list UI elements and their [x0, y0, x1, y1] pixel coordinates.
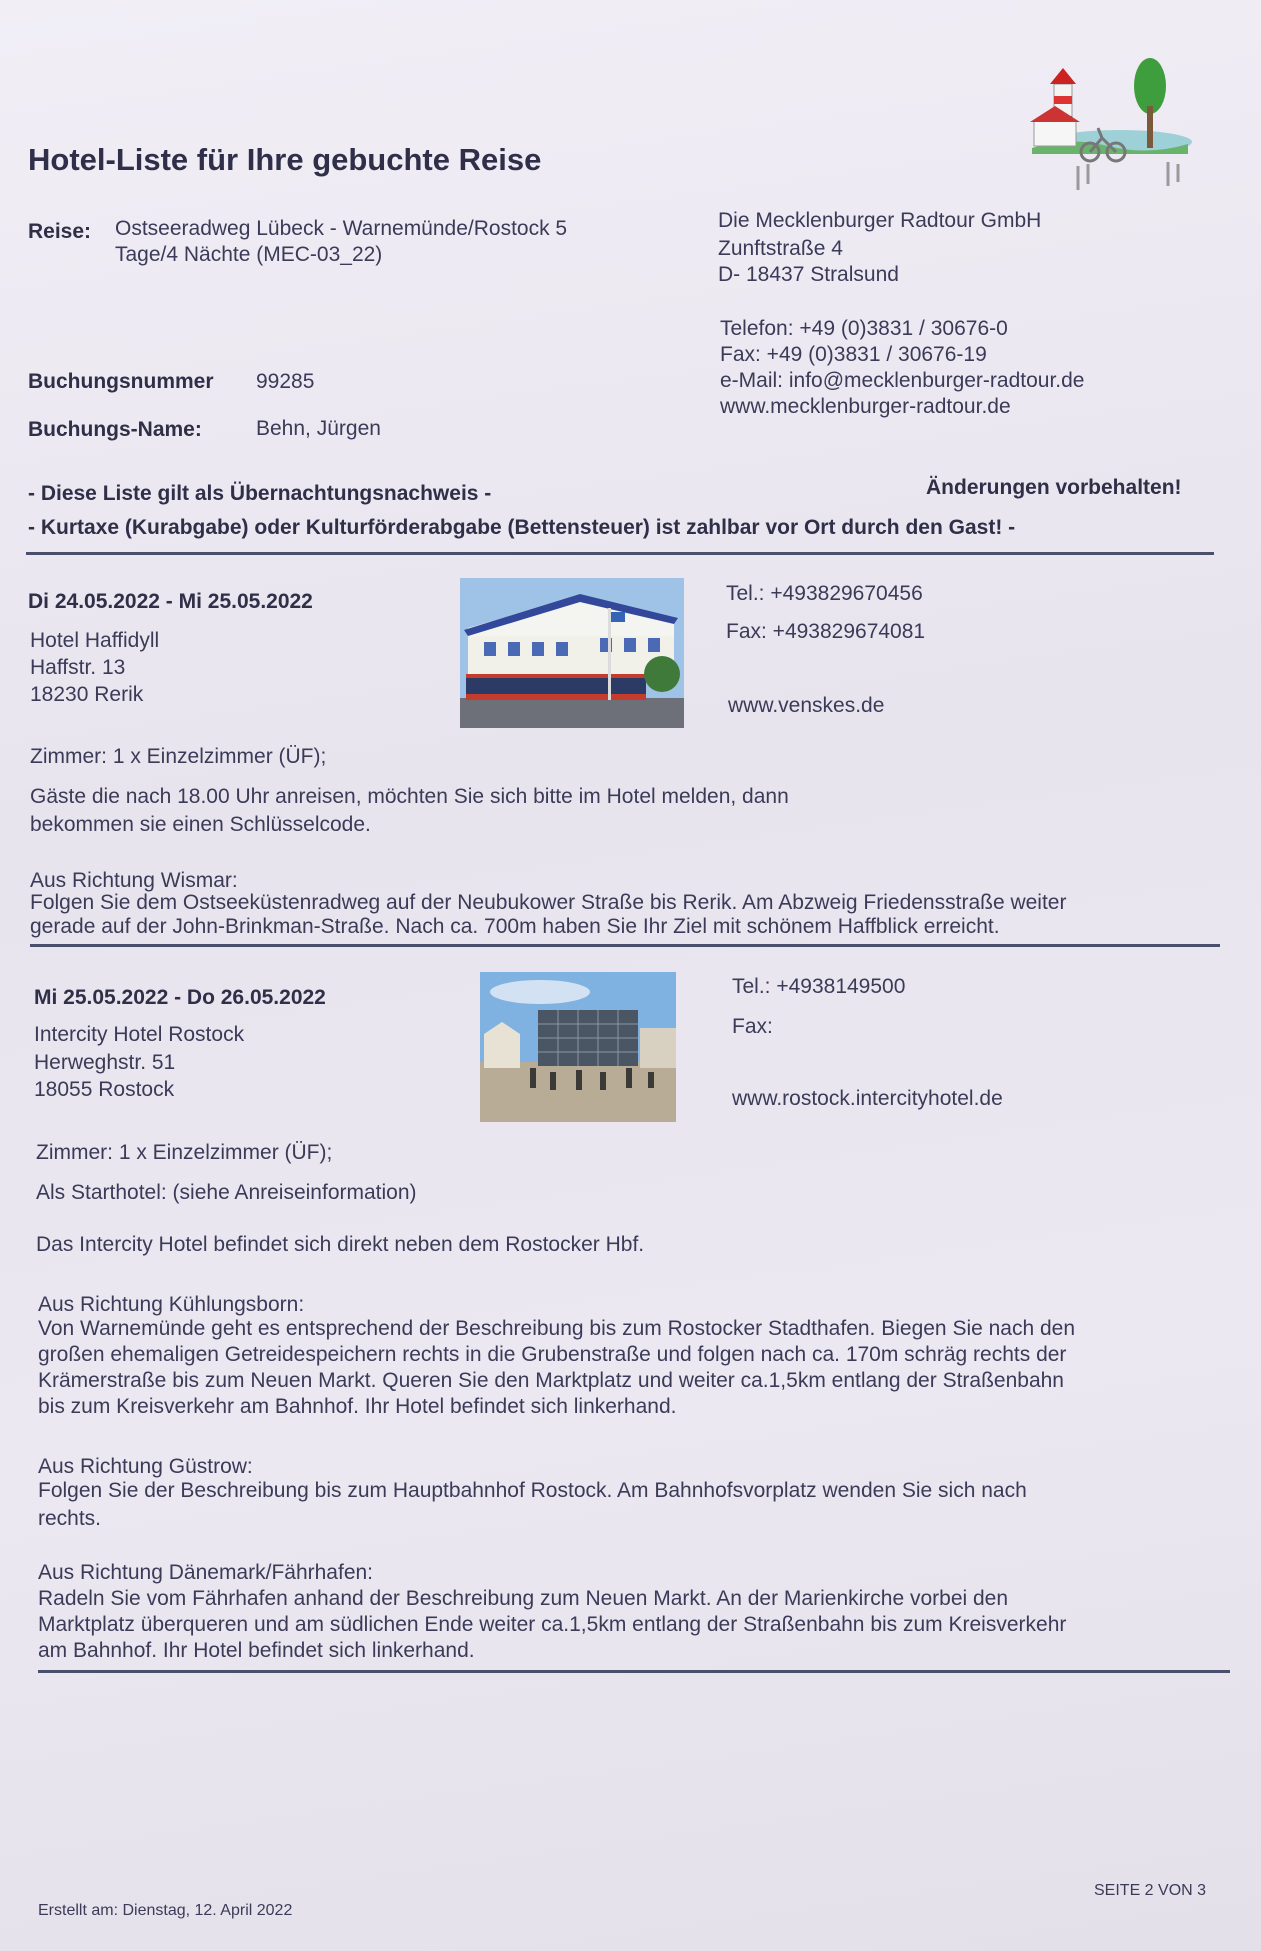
hotel2-dates: Mi 25.05.2022 - Do 26.05.2022: [34, 986, 326, 1009]
hotel2-dir2-line-2: rechts.: [38, 1507, 102, 1530]
hotel2-dir1-line-3: Krämerstraße bis zum Neuen Markt. Queren Sie den Marktplatz und weiter ca.1,5km entlang der Straßenbahn: [38, 1369, 1064, 1392]
hotel2-start-note: Als Starthotel: (siehe Anreiseinformation): [36, 1181, 417, 1204]
hotel2-website[interactable]: www.rostock.intercityhotel.de: [732, 1087, 1003, 1110]
company-phone: Telefon: +49 (0)3831 / 30676-0: [720, 317, 1008, 340]
divider-1: [26, 552, 1214, 555]
trip-line-2: Tage/4 Nächte (MEC-03_22): [115, 243, 383, 266]
hotel1-tel: Tel.: +493829670456: [726, 582, 923, 605]
hotel2-dir3-heading: Aus Richtung Dänemark/Fährhafen:: [38, 1561, 374, 1584]
company-name: Die Mecklenburger Radtour GmbH: [718, 209, 1042, 232]
booking-number: 99285: [256, 370, 315, 393]
company-website[interactable]: www.mecklenburger-radtour.de: [720, 395, 1011, 418]
hotel1-dir-line-2: gerade auf der John-Brinkman-Straße. Nach ca. 700m haben Sie Ihr Ziel mit schönem Haffblick erreicht.: [30, 915, 1000, 938]
hotel1-room: Zimmer: 1 x Einzelzimmer (ÜF);: [30, 745, 327, 768]
hotel2-room: Zimmer: 1 x Einzelzimmer (ÜF);: [36, 1141, 333, 1164]
hotel2-dir2-heading: Aus Richtung Güstrow:: [38, 1455, 253, 1478]
created-date: Erstellt am: Dienstag, 12. April 2022: [38, 1902, 293, 1919]
notice-changes: Änderungen vorbehalten!: [926, 476, 1182, 499]
hotel1-fax: Fax: +493829674081: [726, 620, 926, 643]
hotel2-name: Intercity Hotel Rostock: [34, 1023, 245, 1046]
hotel1-name: Hotel Haffidyll: [30, 629, 160, 652]
hotel2-dir3-line-1: Radeln Sie vom Fährhafen anhand der Beschreibung zum Neuen Markt. An der Marienkirche vorbei den: [38, 1587, 1009, 1610]
hotel2-dir1-line-2: großen ehemaligen Getreidespeichern rechts in die Grubenstraße und folgen nach ca. 170m schräg rechts der: [38, 1343, 1067, 1366]
hotel2-photo: [480, 972, 676, 1122]
divider-2: [30, 944, 1220, 947]
hotel2-street: Herweghstr. 51: [34, 1051, 176, 1074]
hotel1-note-line-1: Gäste die nach 18.00 Uhr anreisen, möchten Sie sich bitte im Hotel melden, dann: [30, 785, 789, 808]
hotel1-dir-heading: Aus Richtung Wismar:: [30, 869, 238, 892]
booking-name-label: Buchungs-Name:: [28, 418, 202, 441]
hotel1-dates: Di 24.05.2022 - Mi 25.05.2022: [28, 590, 313, 613]
hotel2-dir1-line-4: bis zum Kreisverkehr am Bahnhof. Ihr Hotel befindet sich linkerhand.: [38, 1395, 677, 1418]
hotel2-location-note: Das Intercity Hotel befindet sich direkt neben dem Rostocker Hbf.: [36, 1233, 645, 1256]
hotel2-city: 18055 Rostock: [34, 1078, 175, 1101]
company-logo: [1028, 56, 1198, 196]
notice-proof: - Diese Liste gilt als Übernachtungsnachweis -: [28, 482, 492, 505]
trip-label: Reise:: [28, 220, 92, 243]
company-fax: Fax: +49 (0)3831 / 30676-19: [720, 343, 987, 366]
hotel2-dir1-line-1: Von Warnemünde geht es entsprechend der Beschreibung bis zum Rostocker Stadthafen. Biegen Sie nach den: [38, 1317, 1076, 1340]
hotel2-tel: Tel.: +4938149500: [732, 975, 906, 998]
hotel1-photo: [460, 578, 684, 728]
page-title: Hotel-Liste für Ihre gebuchte Reise: [28, 142, 542, 177]
hotel2-dir3-line-2: Marktplatz überqueren und am südlichen Ende weiter ca.1,5km entlang der Straßenbahn bis zum Kreisverkehr: [38, 1613, 1067, 1636]
hotel2-fax: Fax:: [732, 1015, 773, 1038]
hotel1-website[interactable]: www.venskes.de: [728, 694, 885, 717]
hotel1-note-line-2: bekommen sie einen Schlüsselcode.: [30, 813, 371, 836]
page-number: SEITE 2 VON 3: [1094, 1882, 1207, 1899]
divider-3: [38, 1670, 1230, 1673]
company-city: D- 18437 Stralsund: [718, 263, 899, 286]
notice-tax: - Kurtaxe (Kurabgabe) oder Kulturförderabgabe (Bettensteuer) ist zahlbar vor Ort durch den Gast! -: [28, 516, 1016, 539]
hotel2-dir1-heading: Aus Richtung Kühlungsborn:: [38, 1293, 305, 1316]
hotel1-dir-line-1: Folgen Sie dem Ostseeküstenradweg auf der Neubukower Straße bis Rerik. Am Abzweig Friedensstraße weiter: [30, 891, 1067, 914]
company-email[interactable]: e-Mail: info@mecklenburger-radtour.de: [720, 369, 1085, 392]
trip-line-1: Ostseeradweg Lübeck - Warnemünde/Rostock 5: [115, 217, 568, 240]
hotel2-dir2-line-1: Folgen Sie der Beschreibung bis zum Hauptbahnhof Rostock. Am Bahnhofsvorplatz wenden Sie sich nach: [38, 1479, 1027, 1502]
company-street: Zunftstraße 4: [718, 237, 843, 260]
booking-number-label: Buchungsnummer: [28, 370, 214, 393]
hotel1-city: 18230 Rerik: [30, 683, 144, 706]
hotel2-dir3-line-3: am Bahnhof. Ihr Hotel befindet sich linkerhand.: [38, 1639, 475, 1662]
hotel1-street: Haffstr. 13: [30, 656, 126, 679]
booking-name: Behn, Jürgen: [256, 417, 381, 440]
